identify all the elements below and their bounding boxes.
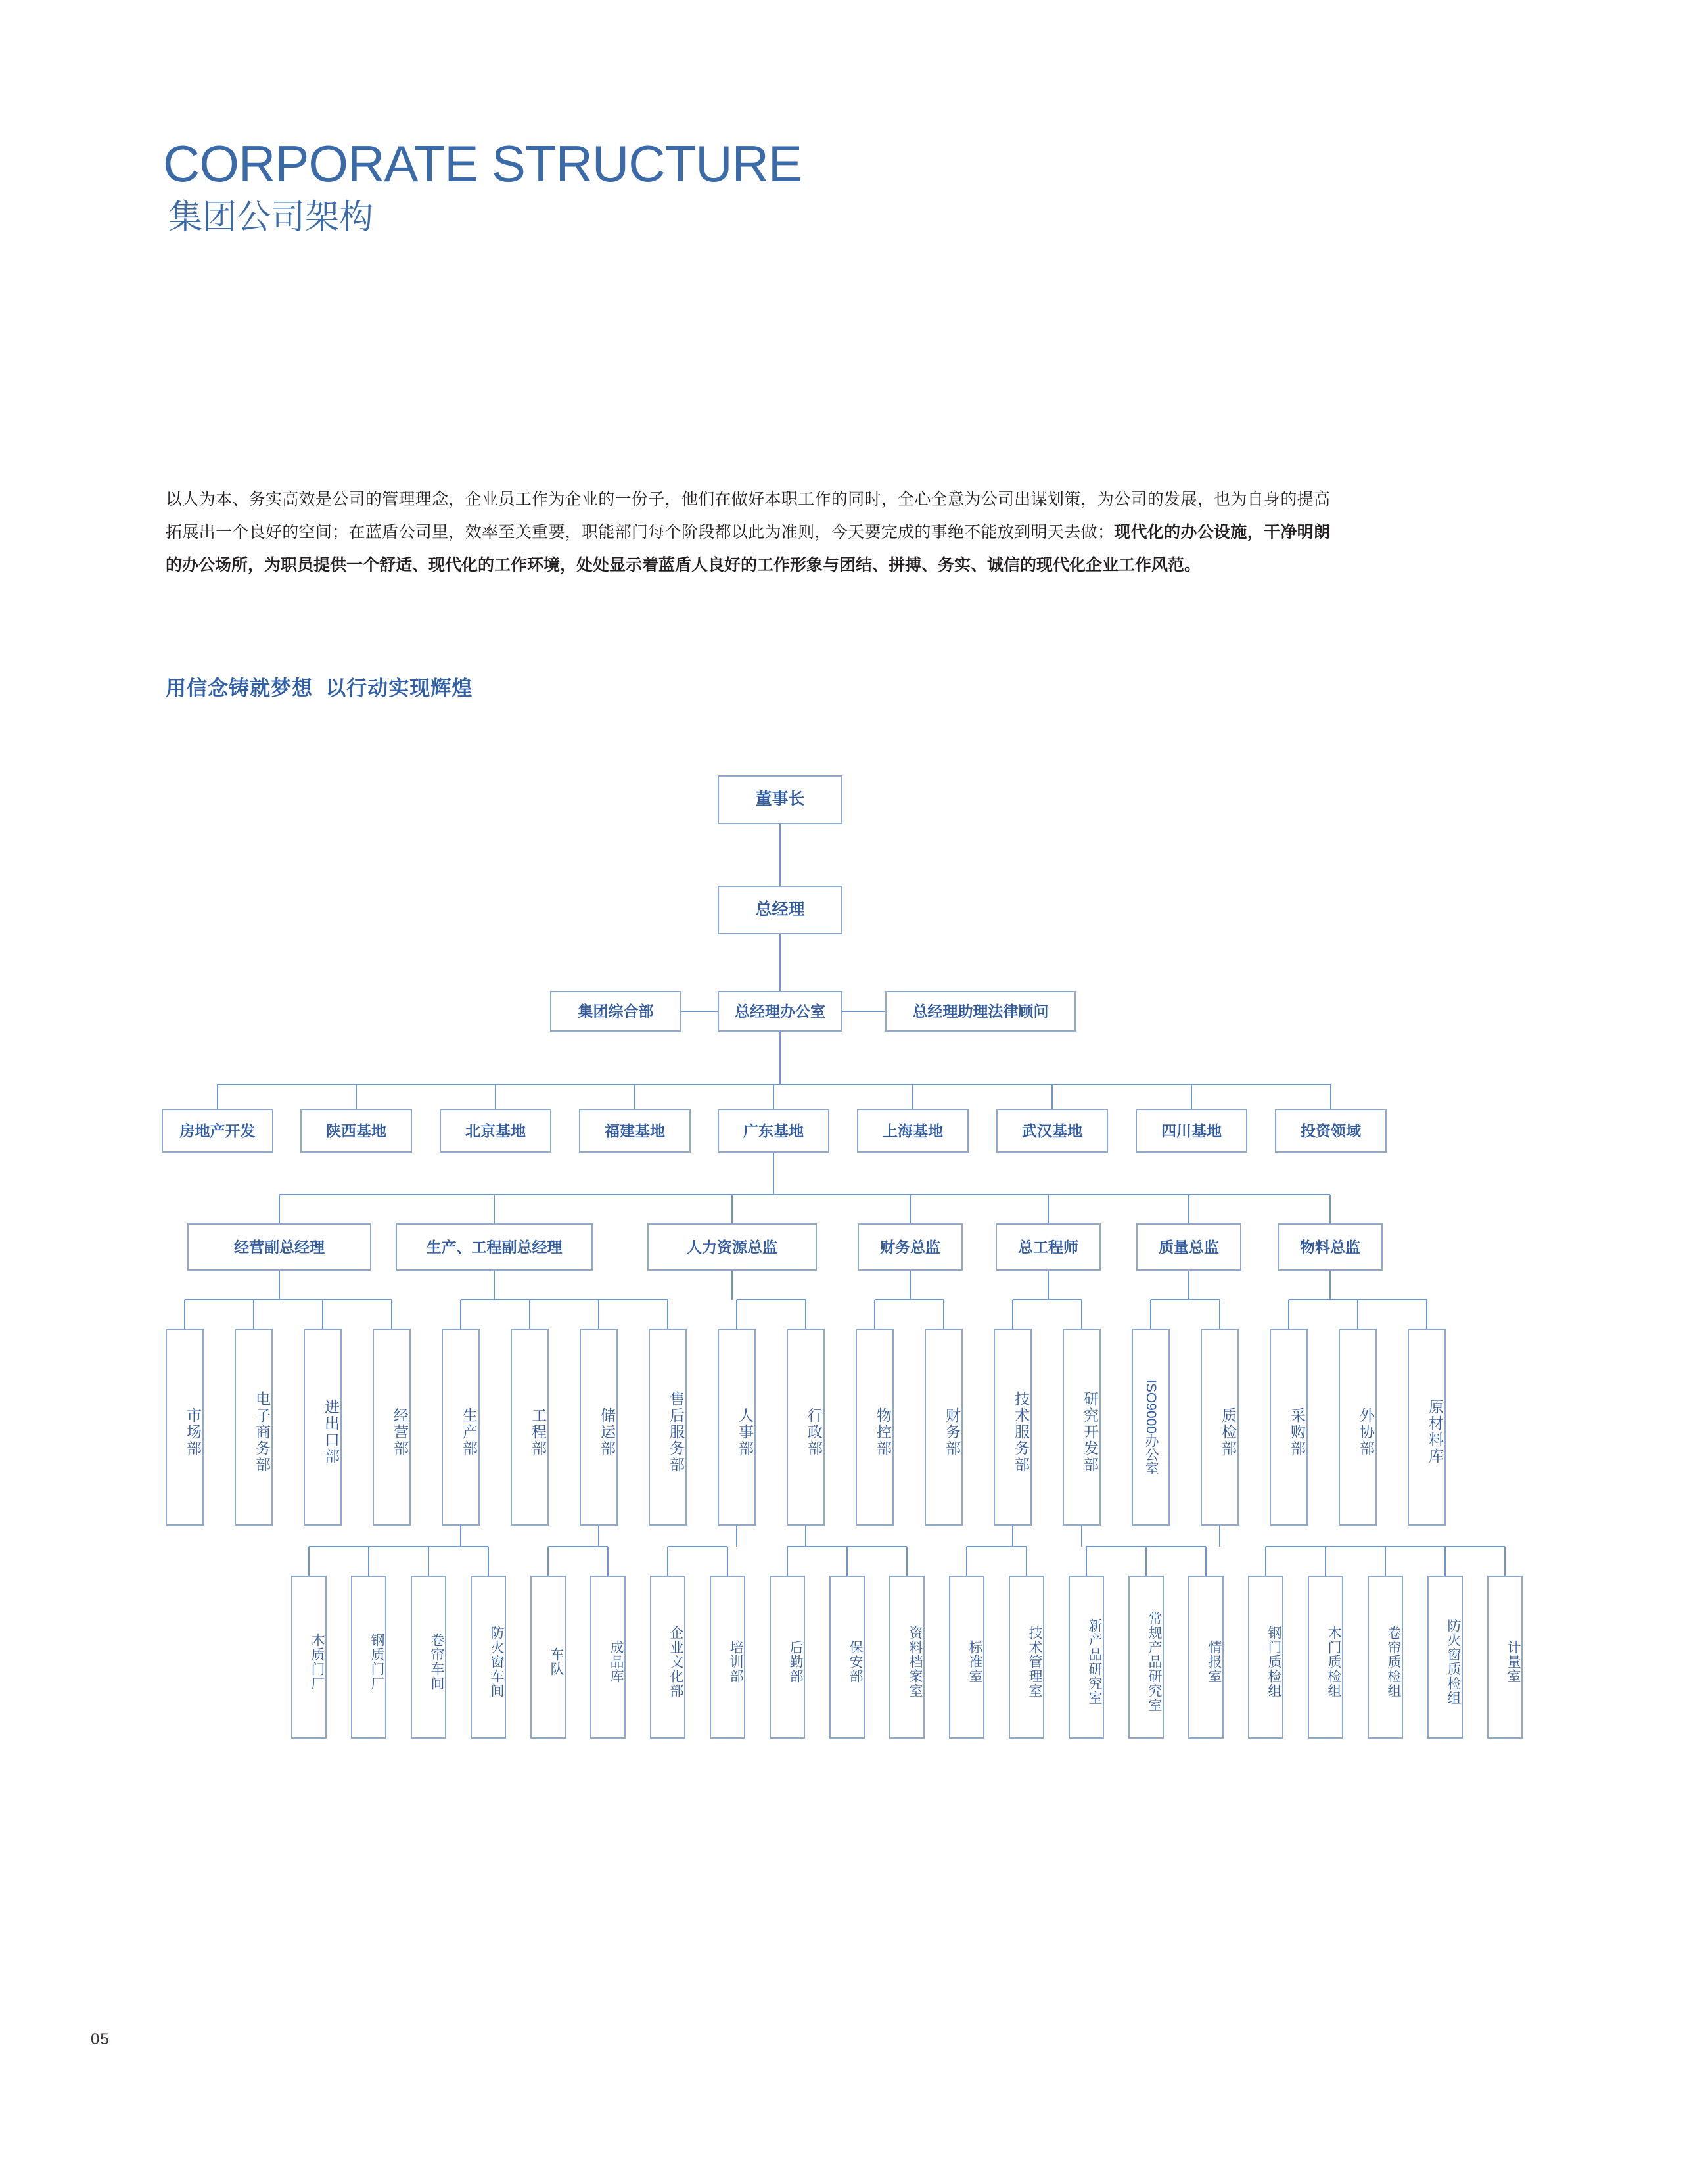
org-node-3[interactable]: 总经理办公室: [718, 991, 842, 1032]
org-node-10[interactable]: 上海基地: [857, 1109, 969, 1153]
org-node-44[interactable]: 车队: [530, 1576, 566, 1739]
org-node-12[interactable]: 四川基地: [1136, 1109, 1247, 1153]
page-title-english: CORPORATE STRUCTURE: [163, 135, 802, 193]
page-title-chinese: 集团公司架构: [168, 198, 374, 237]
org-node-45[interactable]: 成品库: [590, 1576, 626, 1739]
org-node-28[interactable]: 售后服务部: [649, 1329, 687, 1526]
org-node-35[interactable]: ISO9000办公室: [1132, 1329, 1170, 1526]
org-node-39[interactable]: 原材料库: [1408, 1329, 1446, 1526]
org-node-15[interactable]: 生产、工程副总经理: [396, 1223, 593, 1271]
org-node-40[interactable]: 木质门厂: [291, 1576, 327, 1739]
org-node-20[interactable]: 物料总监: [1278, 1223, 1383, 1271]
org-node-57[interactable]: 木门质检组: [1308, 1576, 1343, 1739]
intro-paragraph: [166, 483, 1330, 582]
org-node-37[interactable]: 采购部: [1270, 1329, 1308, 1526]
org-node-46[interactable]: 企业文化部: [650, 1576, 685, 1739]
org-node-21[interactable]: 市场部: [166, 1329, 204, 1526]
org-node-17[interactable]: 财务总监: [858, 1223, 963, 1271]
intro-text-normal: 以人为本、务实高效是公司的管理理念，企业员工作为企业的一份子，他们在做好本职工作的同时，全心全意为公司出谋划策，为公司的发展，也为自身的提高拓展出一个良好的空间；在蓝盾公司里，效率至关重要，职能部门每个阶段都以此为准则，今天要完成的事绝不能放到明天去做；: [166, 490, 1330, 541]
org-node-34[interactable]: 研究开发部: [1063, 1329, 1101, 1526]
org-node-1[interactable]: 总经理: [718, 886, 842, 934]
org-node-43[interactable]: 防火窗车间: [471, 1576, 506, 1739]
org-node-4[interactable]: 总经理助理法律顾问: [885, 991, 1076, 1032]
org-node-53[interactable]: 新产品研究室: [1069, 1576, 1104, 1739]
org-node-23[interactable]: 进出口部: [304, 1329, 342, 1526]
org-node-49[interactable]: 保安部: [829, 1576, 865, 1739]
org-node-2[interactable]: 集团综合部: [550, 991, 681, 1032]
org-node-30[interactable]: 行政部: [787, 1329, 825, 1526]
page-number: 05: [91, 2030, 110, 2048]
org-node-25[interactable]: 生产部: [442, 1329, 480, 1526]
org-node-54[interactable]: 常规产品研究室: [1128, 1576, 1164, 1739]
org-node-14[interactable]: 经营副总经理: [187, 1223, 371, 1271]
org-node-47[interactable]: 培训部: [710, 1576, 745, 1739]
org-node-33[interactable]: 技术服务部: [994, 1329, 1032, 1526]
org-node-51[interactable]: 标准室: [949, 1576, 984, 1739]
slogan-heading: 用信念铸就梦想 以行动实现辉煌: [166, 677, 473, 700]
org-node-58[interactable]: 卷帘质检组: [1368, 1576, 1403, 1739]
org-node-27[interactable]: 储运部: [580, 1329, 618, 1526]
org-node-18[interactable]: 总工程师: [996, 1223, 1101, 1271]
org-node-60[interactable]: 计量室: [1487, 1576, 1523, 1739]
org-node-26[interactable]: 工程部: [511, 1329, 549, 1526]
org-node-6[interactable]: 陕西基地: [300, 1109, 412, 1153]
intro-text-bold: 现代化的办公设施，干净明朗的办公场所，为职员提供一个舒适、现代化的工作环境，处处显示着蓝盾人良好的工作形象与团结、拼搏、务实、诚信的现代化企业工作风范。: [166, 523, 1330, 574]
org-node-24[interactable]: 经营部: [373, 1329, 411, 1526]
org-node-13[interactable]: 投资领域: [1275, 1109, 1387, 1153]
org-node-42[interactable]: 卷帘车间: [411, 1576, 446, 1739]
page-header: [163, 135, 802, 238]
org-node-32[interactable]: 财务部: [925, 1329, 963, 1526]
org-node-41[interactable]: 钢质门厂: [351, 1576, 386, 1739]
org-node-19[interactable]: 质量总监: [1136, 1223, 1241, 1271]
org-node-7[interactable]: 北京基地: [440, 1109, 551, 1153]
org-node-5[interactable]: 房地产开发: [162, 1109, 273, 1153]
org-node-50[interactable]: 资料档案室: [889, 1576, 925, 1739]
org-node-55[interactable]: 情报室: [1188, 1576, 1224, 1739]
org-node-8[interactable]: 福建基地: [579, 1109, 691, 1153]
org-node-22[interactable]: 电子商务部: [235, 1329, 273, 1526]
org-node-56[interactable]: 钢门质检组: [1248, 1576, 1283, 1739]
org-node-9[interactable]: 广东基地: [718, 1109, 829, 1153]
org-node-36[interactable]: 质检部: [1201, 1329, 1239, 1526]
org-node-29[interactable]: 人事部: [718, 1329, 756, 1526]
org-node-11[interactable]: 武汉基地: [996, 1109, 1108, 1153]
org-node-48[interactable]: 后勤部: [770, 1576, 805, 1739]
org-node-0[interactable]: 董事长: [718, 775, 842, 824]
org-node-38[interactable]: 外协部: [1339, 1329, 1377, 1526]
org-node-16[interactable]: 人力资源总监: [647, 1223, 817, 1271]
org-node-52[interactable]: 技术管理室: [1009, 1576, 1044, 1739]
org-node-59[interactable]: 防火窗质检组: [1427, 1576, 1463, 1739]
org-chart: [0, 756, 1708, 1741]
org-node-31[interactable]: 物控部: [856, 1329, 894, 1526]
